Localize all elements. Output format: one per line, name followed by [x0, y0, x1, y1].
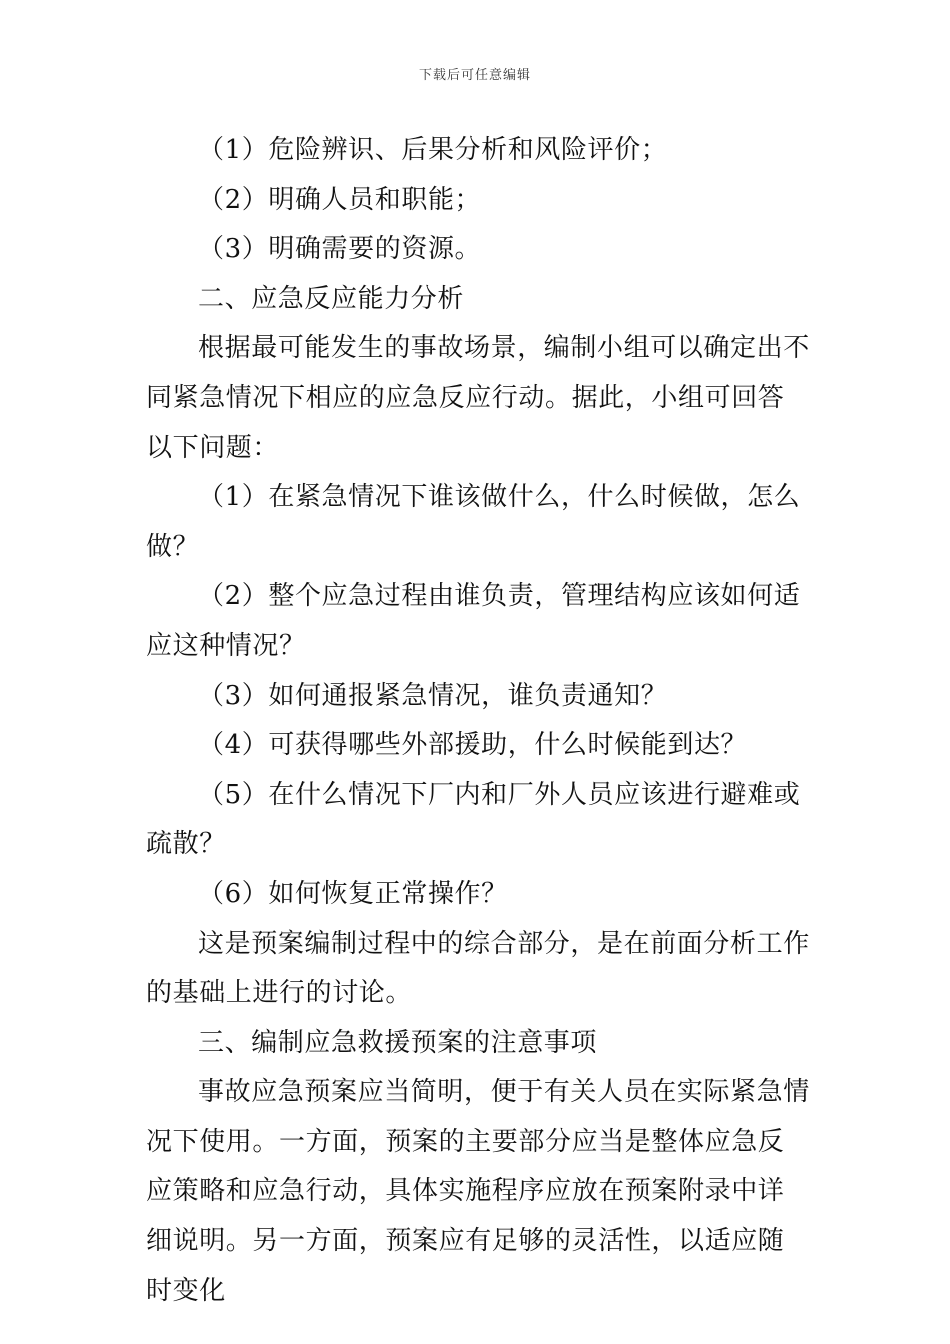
- section-heading-3: 三、编制应急救援预案的注意事项: [198, 1027, 598, 1058]
- question-item-2: （2）整个应急过程由谁负责，管理结构应该如何适应这种情况？: [146, 581, 801, 661]
- paragraph-scenario-analysis: 根据最可能发生的事故场景，编制小组可以确定出不同紧急情况下相应的应急反应行动。据此，小组可回答以下问题：: [146, 333, 810, 463]
- paragraph-plan-guidelines: 事故应急预案应当简明，便于有关人员在实际紧急情况下使用。一方面，预案的主要部分应当是整体应急反应策略和应急行动，具体实施程序应放在预案附录中详细说明。另一方面，预案应有足够的灵活性，以适应随时变化: [146, 1077, 810, 1306]
- question-item-6: （6）如何恢复正常操作？: [198, 878, 508, 909]
- question-item-5: （5）在什么情况下厂内和厂外人员应该进行避难或疏散？: [146, 779, 801, 860]
- section-heading-2: 二、应急反应能力分析: [198, 283, 465, 314]
- list-item-hazard-identification: （1）危险辨识、后果分析和风险评价；: [198, 135, 668, 165]
- document-body: [146, 126, 810, 1316]
- question-item-4: （4）可获得哪些外部援助，什么时候能到达？: [198, 730, 748, 761]
- list-item-personnel-functions: （2）明确人员和职能；: [198, 184, 482, 215]
- page-header: 下载后可任意编辑: [418, 68, 531, 83]
- paragraph-synthesis: 这是预案编制过程中的综合部分，是在前面分析工作的基础上进行的讨论。: [146, 928, 810, 1009]
- question-item-3: （3）如何通报紧急情况，谁负责通知？: [198, 680, 668, 711]
- question-item-1: （1）在紧急情况下谁该做什么，什么时候做，怎么做？: [146, 482, 801, 562]
- list-item-required-resources: （3）明确需要的资源。: [198, 234, 482, 265]
